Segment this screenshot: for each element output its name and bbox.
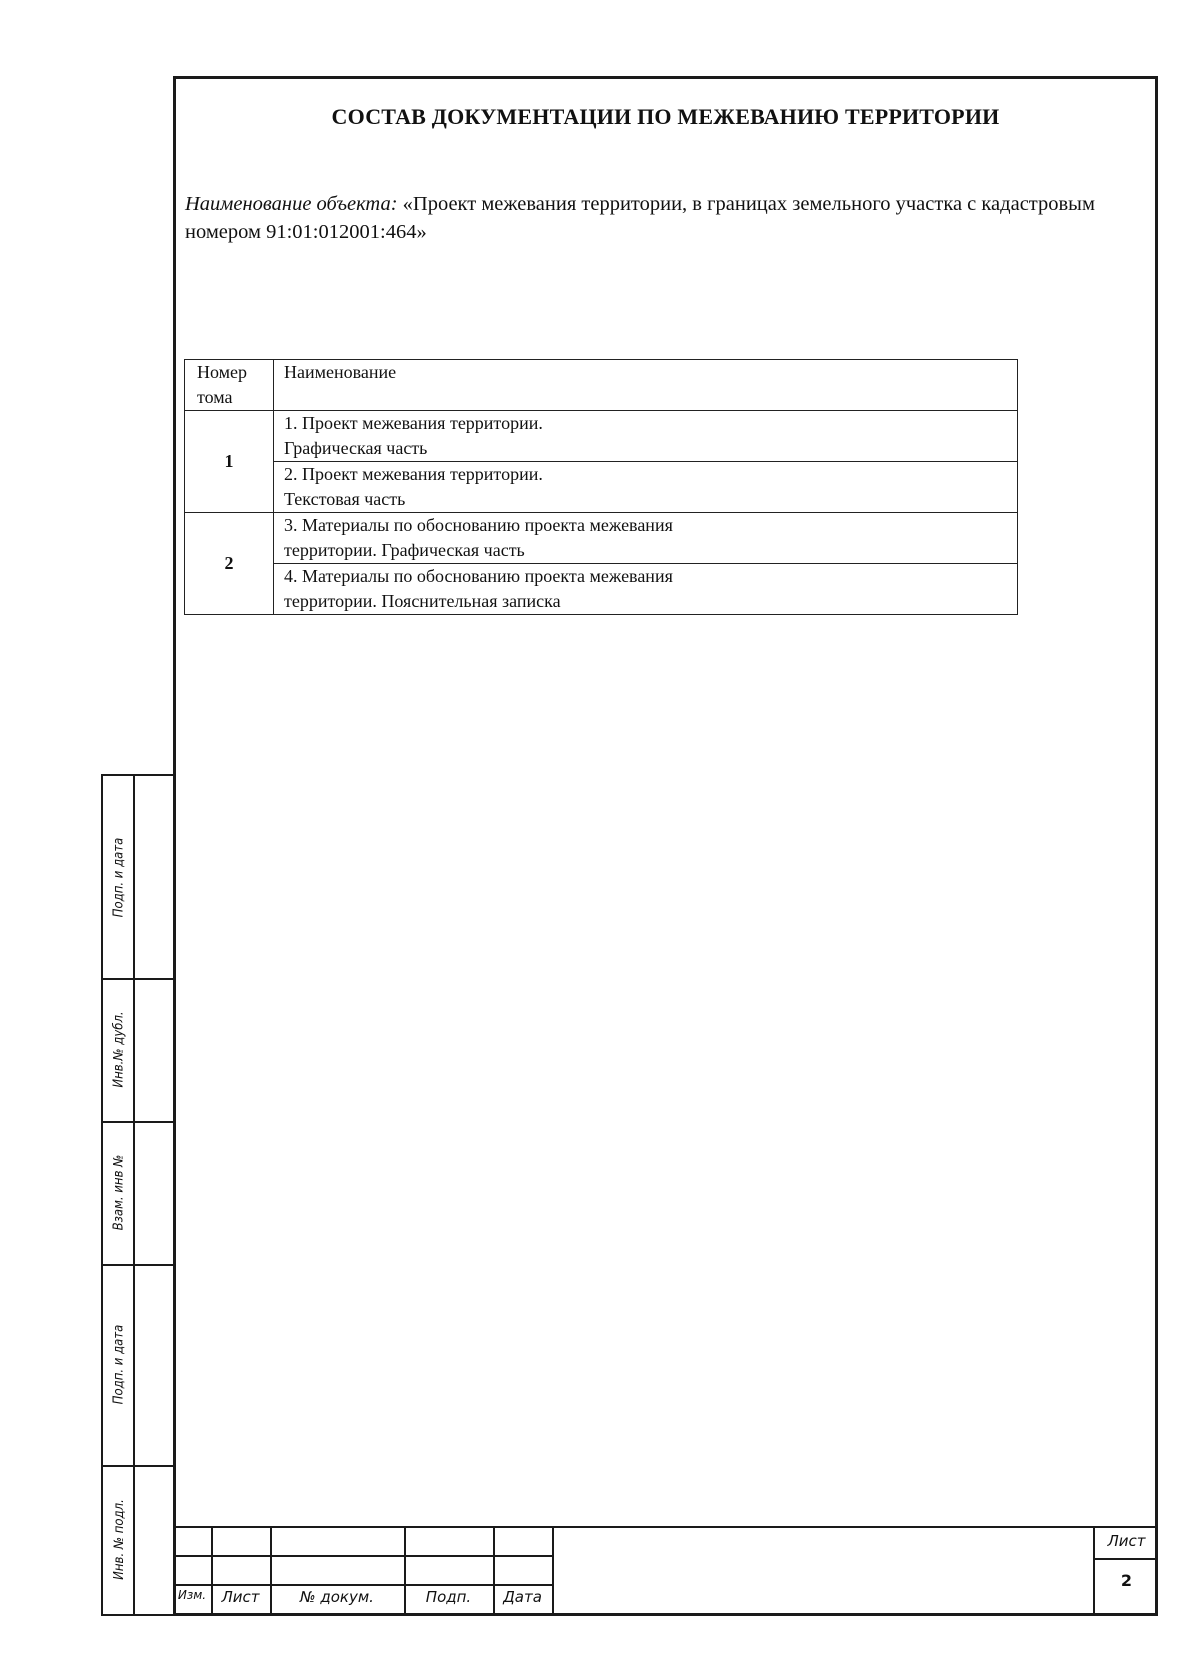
- item-line: Текстовая часть: [284, 489, 406, 509]
- item-line: территории. Графическая часть: [284, 540, 525, 560]
- object-name: [185, 190, 1145, 246]
- drawing-frame: [173, 76, 1158, 1616]
- table-row: [185, 411, 1018, 462]
- col-change: Изм.: [177, 1588, 207, 1602]
- header-volume-number: Номер тома: [185, 360, 274, 411]
- side-stamp-label: Подп. и дата: [111, 837, 127, 917]
- item-line: 1. Проект межевания территории.: [284, 413, 543, 433]
- title-block-row-line: [173, 1584, 553, 1586]
- title-block-row-line: [173, 1555, 553, 1557]
- sheet-label: Лист: [1107, 1532, 1146, 1550]
- side-stamp-label: Инв. № подл.: [111, 1499, 127, 1580]
- side-stamp-label: Инв.№ дубл.: [111, 1011, 127, 1088]
- table-cell-item: [274, 411, 1018, 462]
- col-date: Дата: [503, 1588, 542, 1606]
- contents-table: [184, 359, 1018, 615]
- title-block-row-line: [1093, 1558, 1158, 1560]
- title-block-col-line: [552, 1526, 554, 1616]
- table-cell-item: [274, 513, 1018, 564]
- table-cell-item: [274, 564, 1018, 615]
- item-line: 3. Материалы по обоснованию проекта межевания: [284, 515, 673, 535]
- table-header-row: [185, 360, 1018, 411]
- side-stamp: [101, 774, 173, 1616]
- item-line: территории. Пояснительная записка: [284, 591, 561, 611]
- item-line: Графическая часть: [284, 438, 428, 458]
- object-name-value: «Проект межевания территории, в границах земельного участка с кадастровым номером 91:01:012001:464»: [185, 193, 1095, 243]
- sheet-number: 2: [1120, 1571, 1133, 1590]
- table-cell-item: [274, 462, 1018, 513]
- volume-number: 2: [185, 513, 274, 615]
- table-row: [185, 513, 1018, 564]
- table-row: [185, 564, 1018, 615]
- object-name-label: Наименование объекта:: [185, 193, 398, 215]
- col-sheet: Лист: [221, 1588, 260, 1606]
- title-block: [173, 1526, 1158, 1616]
- page-title: СОСТАВ ДОКУМЕНТАЦИИ ПО МЕЖЕВАНИЮ ТЕРРИТОРИИ: [331, 104, 1000, 129]
- volume-number: 1: [185, 411, 274, 513]
- side-stamp-label: Подп. и дата: [111, 1324, 127, 1405]
- item-line: 2. Проект межевания территории.: [284, 464, 543, 484]
- table-row: [185, 462, 1018, 513]
- side-stamp-label: Взам. инв №: [111, 1154, 127, 1231]
- item-line: 4. Материалы по обоснованию проекта межевания: [284, 566, 673, 586]
- col-doc-number: № докум.: [300, 1588, 374, 1606]
- col-signature: Подп.: [425, 1588, 472, 1606]
- header-name: Наименование: [274, 360, 1018, 411]
- title-block-top-line: [173, 1526, 1158, 1528]
